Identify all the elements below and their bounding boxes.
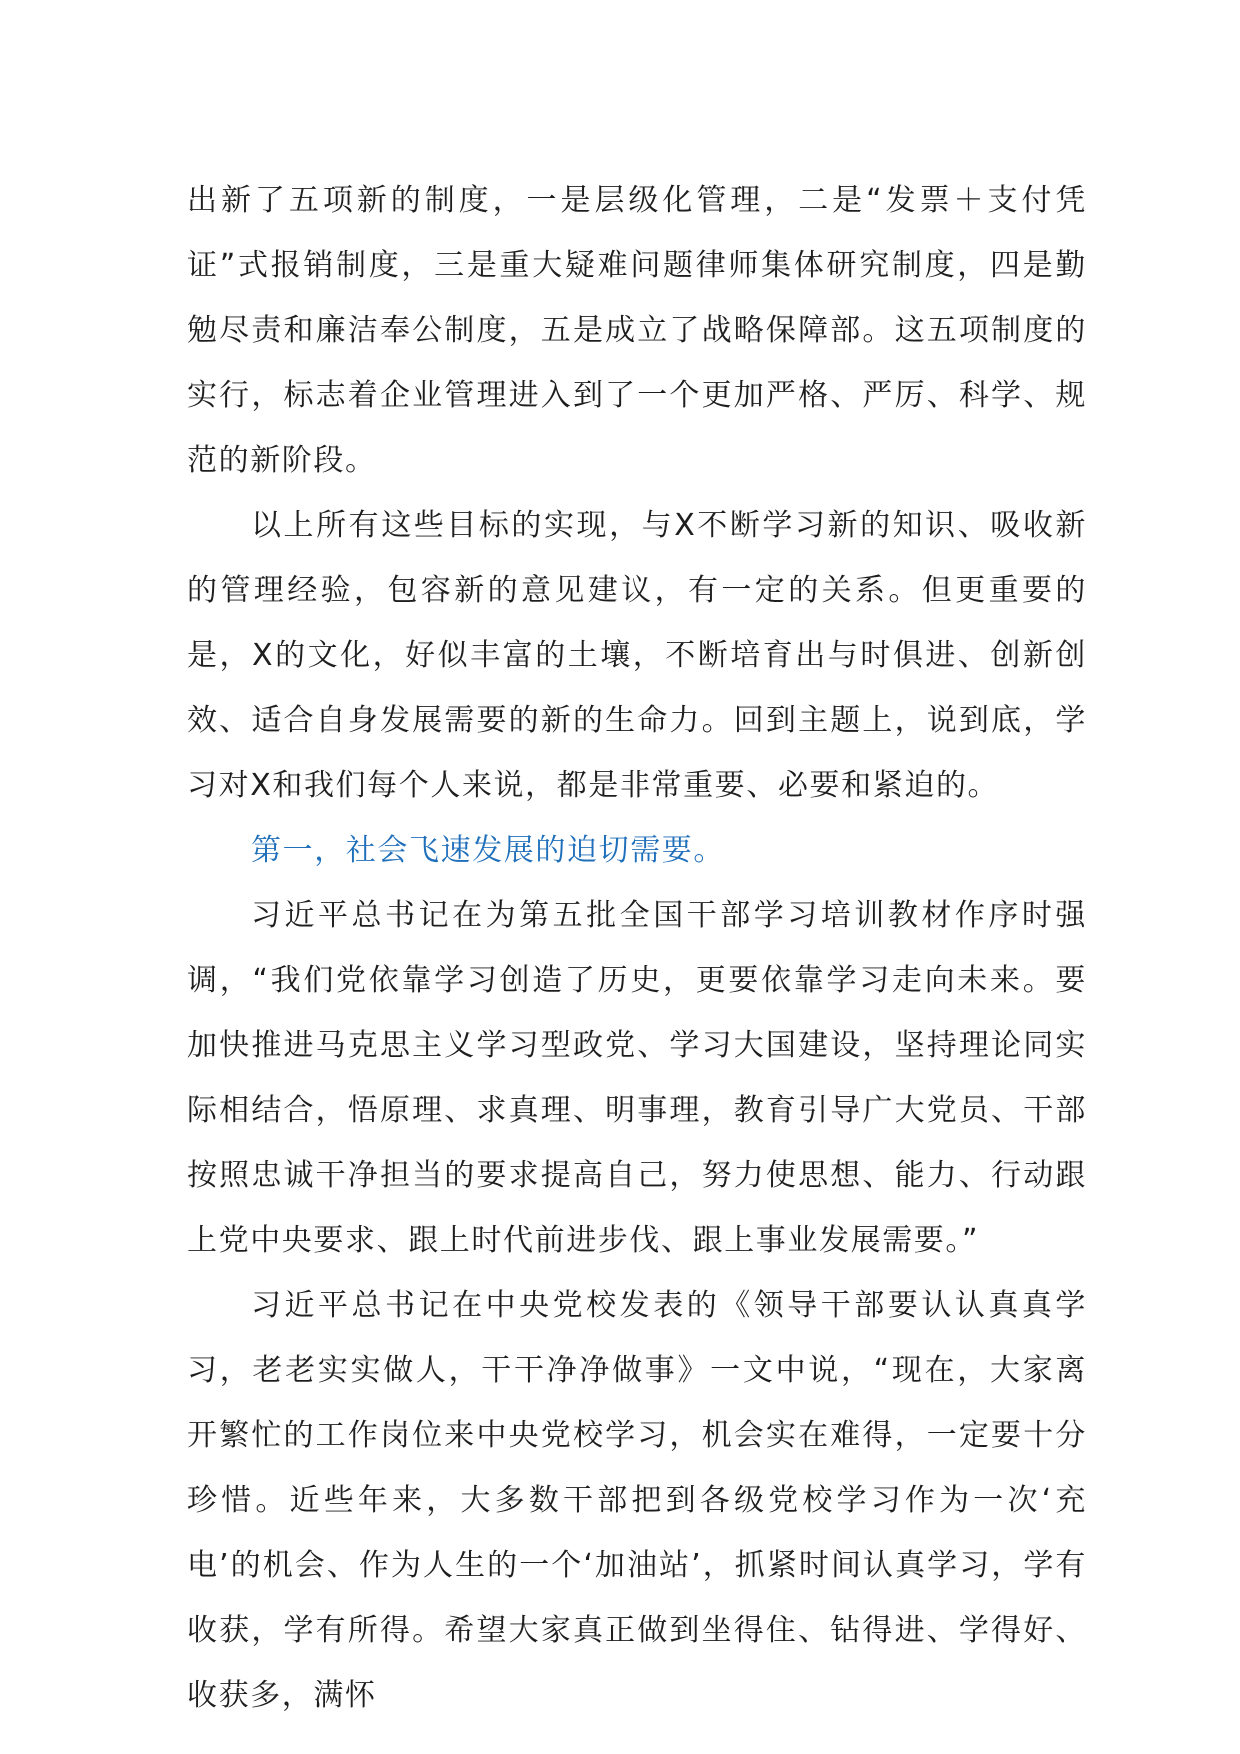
paragraph-continuation: 出新了五项新的制度，一是层级化管理，二是“发票＋支付凭证”式报销制度，三是重大疑难问题律师集体研究制度，四是勤勉尽责和廉洁奉公制度，五是成立了战略保障部。这五项制度的实行，标志着企业管理进入到了一个更加严格、严厉、科学、规范的新阶段。 bbox=[187, 183, 1087, 478]
paragraph-quote-2: 习近平总书记在中央党校发表的《领导干部要认认真真学习，老老实实做人，干干净净做事》一文中说，“现在，大家离开繁忙的工作岗位来中央党校学习，机会实在难得，一定要十分珍惜。近些年来，大多数干部把到各级党校学习作为一次‘充电’的机会、作为人生的一个‘加油站’，抓紧时间认真学习，学有收获，学有所得。希望大家真正做到坐得住、钻得进、学得好、收获多，满怀 bbox=[187, 1288, 1087, 1713]
document-body bbox=[187, 168, 1087, 1728]
section-heading: 第一，社会飞速发展的迫切需要。 bbox=[251, 833, 725, 868]
paragraph-quote-1: 习近平总书记在为第五批全国干部学习培训教材作序时强调，“我们党依靠学习创造了历史，更要依靠学习走向未来。要加快推进马克思主义学习型政党、学习大国建设，坚持理论同实际相结合，悟原理、求真理、明事理，教育引导广大党员、干部按照忠诚干净担当的要求提高自己，努力使思想、能力、行动跟上党中央要求、跟上时代前进步伐、跟上事业发展需要。” bbox=[187, 898, 1087, 1258]
paragraph-summary: 以上所有这些目标的实现，与X不断学习新的知识、吸收新的管理经验，包容新的意见建议，有一定的关系。但更重要的是，X的文化，好似丰富的土壤，不断培育出与时俱进、创新创效、适合自身发展需要的新的生命力。回到主题上，说到底，学习对X和我们每个人来说，都是非常重要、必要和紧迫的。 bbox=[187, 508, 1087, 803]
